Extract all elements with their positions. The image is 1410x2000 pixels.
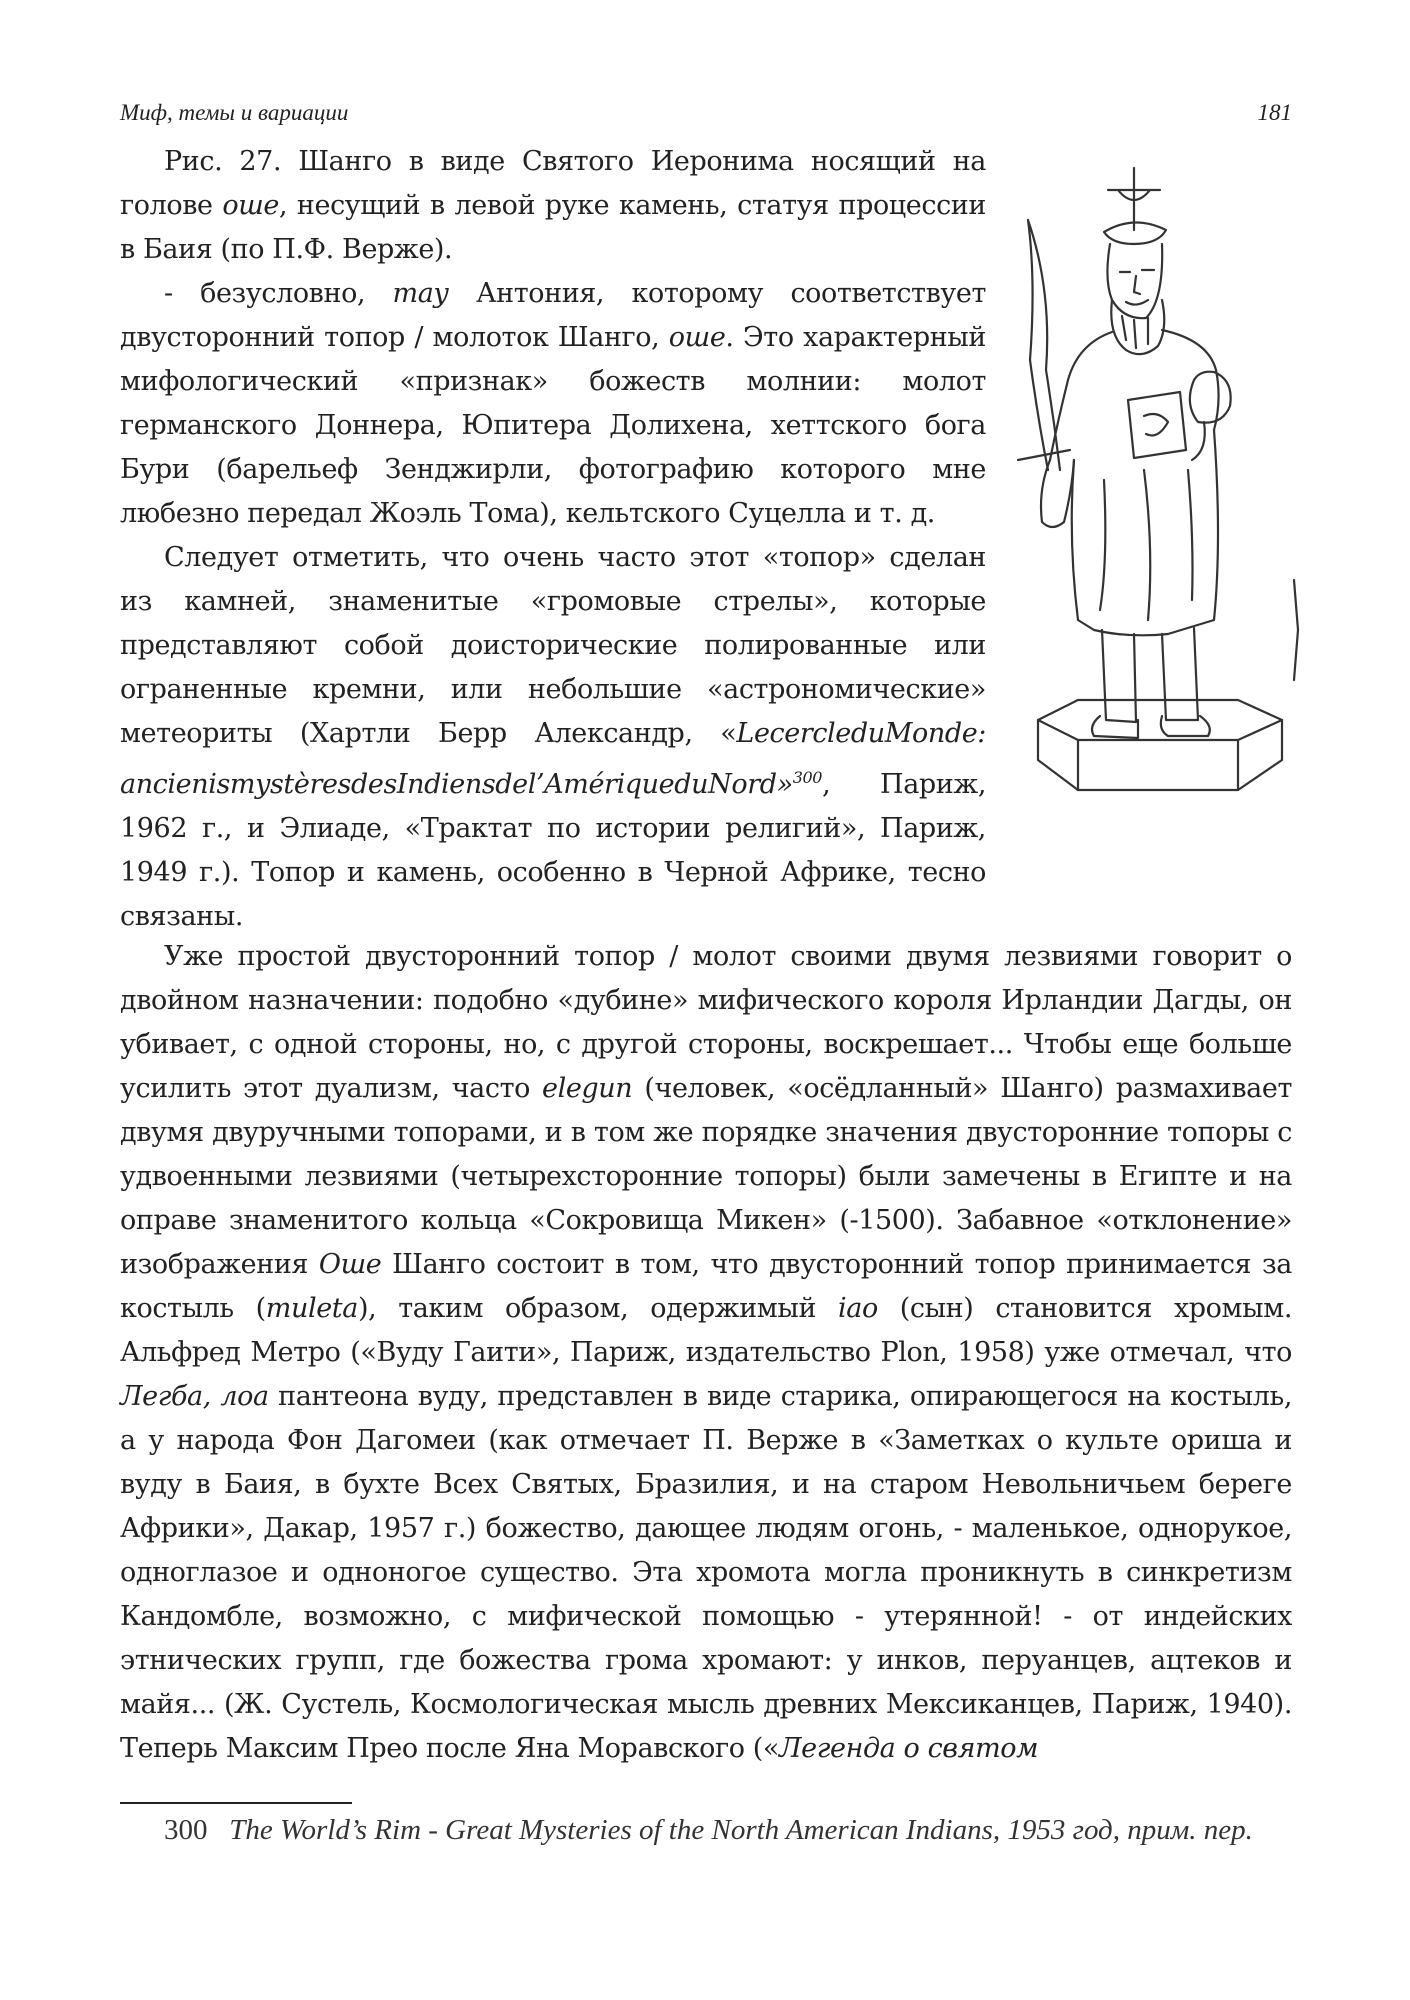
footnote (120, 1808, 1292, 1852)
sword (1028, 220, 1060, 470)
shango-statue-drawing (1008, 160, 1304, 816)
head-cross (1108, 168, 1160, 230)
pedestal (1038, 700, 1282, 790)
paragraph-1: - безусловно, тау Антония, которому соответствует двусторонний топор / молоток Шанго, оше. Это характерный мифологический «признак» божеств молнии: молот германского Доннера, Юпитера Долихена, хеттского бога Бури (барельеф Зенджирли, фотографию которого мне любезно передал Жоэль Тома), кельтского Суцелла и т. д. (120, 278, 986, 529)
footnote-ref[interactable]: 300 (792, 768, 823, 787)
stone (1190, 372, 1231, 423)
footnote-text: The World’s Rim - Great Mysteries of the North American Indians, 1953 год, прим. пер. (229, 1814, 1253, 1846)
right-arm (1041, 460, 1074, 527)
upper-text-block (120, 140, 986, 939)
running-title: Миф, темы и вариации (120, 100, 349, 125)
paragraph-2: Следует отметить, что очень часто этот «топор» сделан из камней, знаменитые «громовые стрелы», которые представляют собой доисторические полированные или ограненные кремни, или небольшие «астрономические» метеориты (Хартли Берр Александр, «LecercleduMonde: ancienismystèresdesIndiensdel’AmériqueduNord»$^{300}$, Париж, 1962 г., и Элиаде, «Трактат по истории религий», Париж, 1949 г.). Топор и камень, особенно в Черной Африке, тесно связаны. (120, 542, 986, 932)
footnote-number: 300 (164, 1814, 208, 1846)
book (1128, 392, 1186, 458)
left-leg (1102, 630, 1136, 722)
lower-text-block (120, 935, 1292, 1771)
paragraph-3: Уже простой двусторонний топор / молот своими двумя лезвиями говорит о двойном назначении: подобно «дубине» мифического короля Ирландии Дагды, он убивает, с одной стороны, но, с другой стороны, воскрешает... Чтобы еще больше усилить этот дуализм, часто elegun (человек, «осёдланный» Шанго) размахивает двумя двуручными топорами, и в том же порядке значения двусторонние топоры с удвоенными лезвиями (четырехсторонние топоры) были замечены в Египте и на оправе знаменитого кольца «Сокровища Микен» (-1500). Забавное «отклонение» изображения Оше Шанго состоит в том, что двусторонний топор принимается за костыль (muleta), таким образом, одержимый iao (сын) становится хромым. Альфред Метро («Вуду Гаити», Париж, издательство Plon, 1958) уже отмечал, что Легба, лоа пантеона вуду, представлен в виде старика, опирающегося на костыль, а у народа Фон Дагомеи (как отмечает П. Верже в «Заметках о культе ориша и вуду в Баия, в бухте Всех Святых, Бразилия, и на старом Невольничьем береге Африки», Дакар, 1957 г.) божество, дающее людям огонь, - маленькое, однорукое, одноглазое и одноногое существо. Эта хромота могла проникнуть в синкретизм Кандомбле, возможно, с мифической помощью - утерянной! - от индейских этнических групп, где божества грома хромают: у инков, перуанцев, ацтеков и майя... (Ж. Сустель, Космологическая мысль древних Мексиканцев, Париж, 1940). Теперь Максим Прео после Яна Моравского («Легенда о святом (120, 941, 1293, 1764)
robe (1072, 430, 1218, 635)
figure-caption: Рис. 27. Шанго в виде Святого Иеронима носящий на голове оше, несущий в левой руке камень, статуя процессии в Баия (по П.Ф. Верже). (120, 146, 986, 265)
page-number: 181 (1257, 100, 1292, 125)
right-leg (1162, 628, 1198, 720)
footnote-rule (120, 1802, 352, 1804)
